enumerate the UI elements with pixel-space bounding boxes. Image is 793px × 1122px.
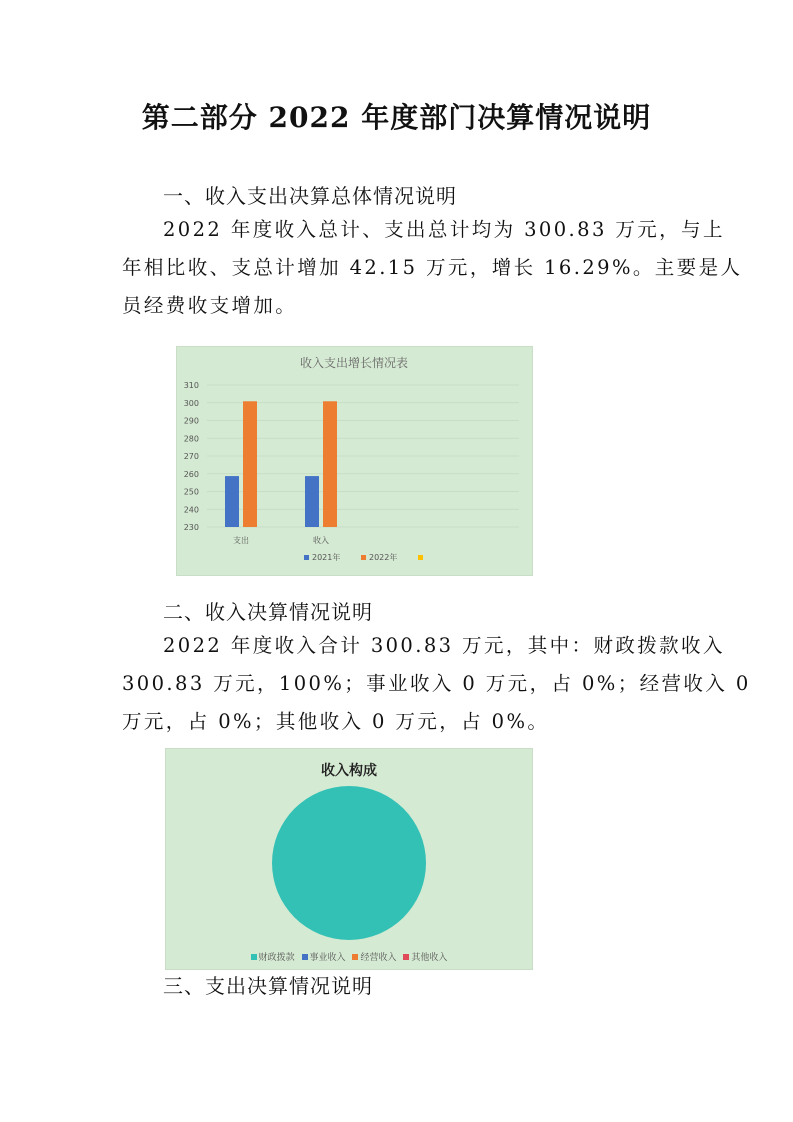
x-tick-label: 支出 — [233, 536, 249, 545]
text-line: 2022 年度收入合计 300.83 万元，其中：财政拨款收入 — [163, 634, 725, 657]
y-tick-label: 300 — [183, 398, 199, 408]
section-heading-expense: 三、支出决算情况说明 — [163, 974, 373, 998]
legend-label: 2022年 — [369, 553, 398, 562]
text-line: 2022 年度收入总计、支出总计均为 300.83 万元，与上 — [163, 218, 725, 241]
y-tick-label: 230 — [183, 523, 199, 532]
legend-item — [403, 950, 447, 963]
legend-label: 2021年 — [312, 553, 341, 562]
pie-chart-income-composition — [165, 748, 533, 970]
legend-swatch — [352, 954, 358, 960]
legend-label: 其他收入 — [411, 953, 448, 963]
bar — [225, 476, 239, 527]
chart-title: 收入支出增长情况表 — [299, 356, 409, 370]
y-tick-label: 240 — [183, 505, 199, 515]
section-heading-income: 二、收入决算情况说明 — [163, 600, 373, 624]
x-tick-label: 收入 — [313, 536, 329, 545]
text-line: 年相比收、支总计增加 42.15 万元，增长 16.29%。主要是人 — [122, 256, 743, 279]
legend-swatch — [304, 555, 309, 560]
text-line: 员经费收支增加。 — [122, 294, 298, 317]
legend-label: 财政拨款 — [258, 953, 295, 963]
text-line: 300.83 万元，100%；事业收入 0 万元，占 0%；经营收入 0 — [122, 672, 751, 695]
section-body-income — [122, 627, 751, 741]
legend-item — [251, 950, 295, 963]
legend-swatch — [403, 954, 409, 960]
legend-item — [302, 950, 346, 963]
pie-chart-canvas — [166, 749, 532, 969]
legend-swatch — [418, 555, 423, 560]
y-tick-label: 250 — [183, 487, 199, 497]
y-tick-label: 290 — [183, 416, 199, 426]
legend-label: 事业收入 — [309, 953, 346, 963]
legend-swatch — [302, 954, 308, 960]
bar-chart-income-expense — [176, 346, 533, 576]
bar — [323, 401, 337, 527]
text-line: 万元，占 0%；其他收入 0 万元，占 0%。 — [122, 710, 550, 733]
bar — [243, 401, 257, 527]
legend-item — [352, 950, 396, 963]
legend-label: 经营收入 — [360, 953, 397, 963]
section-heading-overview: 一、收入支出决算总体情况说明 — [163, 184, 457, 208]
y-tick-label: 310 — [183, 381, 199, 390]
pie-slice — [272, 786, 426, 940]
page-title: 第二部分 2022 年度部门决算情况说明 — [141, 101, 652, 134]
y-tick-label: 260 — [183, 469, 199, 479]
bar-chart-canvas — [177, 347, 532, 575]
y-tick-label: 270 — [183, 452, 199, 461]
section-body-overview — [122, 211, 743, 325]
y-tick-label: 280 — [183, 434, 199, 444]
chart-title: 收入构成 — [321, 763, 377, 779]
pie-legend — [166, 950, 532, 963]
legend-swatch — [251, 954, 257, 960]
bar — [305, 476, 319, 527]
legend-swatch — [361, 555, 366, 560]
